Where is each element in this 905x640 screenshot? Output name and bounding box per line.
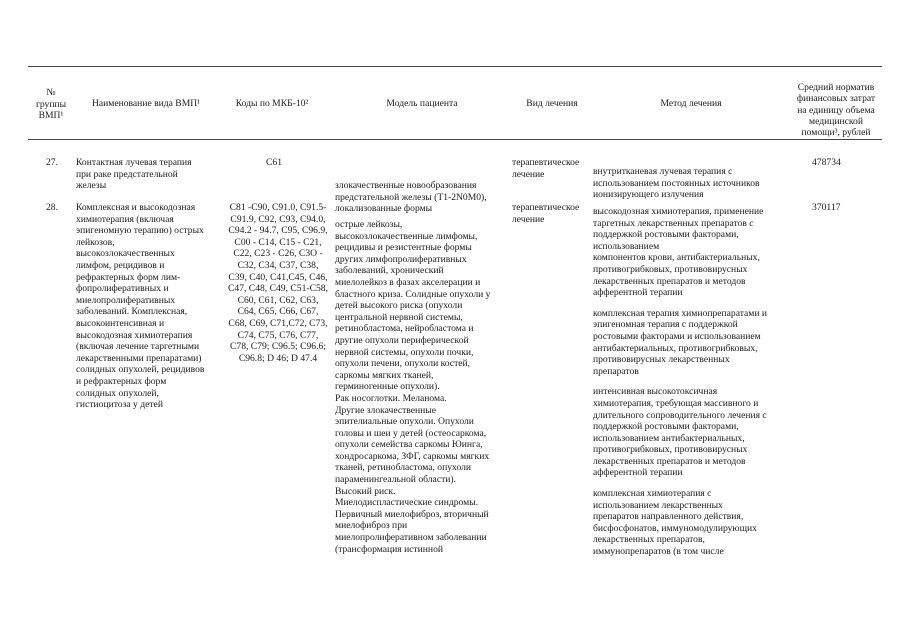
header-group-number: № группы ВМП¹ bbox=[35, 87, 67, 121]
method-item: интенсивная высокотоксичная химиотерапия, требующая массивного и длительного сопроводительного лечения с поддержкой ростовыми факторами, использованием антибактериальных, противогрибковых, противовирусных лекарственных препаратов и методов афферентной терапии bbox=[593, 386, 767, 479]
header-average-cost: Средний норматив финансовых затрат на единицу объема медицинской помощи³, рублей bbox=[796, 82, 876, 139]
row-27-model: злокачественные новообразования предстательной железы (T1-2N0M0), локализованные формы bbox=[335, 180, 487, 215]
method-item: комплексная химиотерапия с использованием лекарственных препаратов направленного действия, бисфосфонатов, иммуномодулирующих лекарственных препаратов, иммунопрепаратов (в том числе bbox=[593, 488, 757, 558]
row-27-number: 27. bbox=[46, 157, 58, 168]
row-27-treatment-type: терапевтическое лечение bbox=[512, 157, 580, 180]
header-patient-model: Модель пациента bbox=[386, 98, 458, 109]
header-bottom-rule bbox=[28, 139, 882, 140]
row-27-mkb: C61 bbox=[266, 157, 282, 168]
header-treatment-type: Вид лечения bbox=[526, 98, 578, 109]
method-item: высокодозная химиотерапия, применение таргетных лекарственных препаратов с поддержкой ростовыми факторами, использованием компонентов крови, антибактериальных, противогрибковых, противовирусных лекарственных препаратов и методов афферентной терапии bbox=[593, 206, 764, 299]
header-treatment-method: Метод лечения bbox=[660, 98, 722, 109]
row-27-name: Контактная лучевая терапия при раке предстательной железы bbox=[76, 157, 192, 192]
row-28-cost: 370117 bbox=[812, 202, 841, 213]
row-28-number: 28. bbox=[46, 202, 58, 213]
header-name: Наименование вида ВМП¹ bbox=[91, 98, 201, 109]
row-27-method: внутритканевая лучевая терапия с использованием постоянных источников ионизирующего излучения bbox=[593, 166, 760, 201]
method-item: комплексная терапия химиопрепаратами и эпигеномная терапия с поддержкой ростовыми факторами и использованием антибактериальных, противогрибковых, противовирусных лекарственных препаратов bbox=[593, 307, 768, 377]
row-28-treatment-type: терапевтическое лечение bbox=[512, 202, 580, 225]
row-28-name: Комплексная и высокодозная химиотерапия (включая эпигеномную терапию) острых лейкозов, высокозлокачественных лимфом, рецидивов и рефрактерных форм лим- фопролиферативных и миелопролиферативных заболеваний. Комплексная, высокоинтенсивная и высокодозная химиотерапия (включая лечение таргетными лекарственными препаратами) солидных опухолей, рецидивов и рефрактерных форм солидных опухолей, гистиоцитоза у детей bbox=[76, 202, 205, 411]
row-28-mkb: C81 -C90, C91.0, C91.5- C91.9, C92, C93, C94.0, C94.2 - 94.7, C95, C96.9, C00 - C14, C15 - C21, C22, C23 - C26, C3O - C32, C34, C37, C38, C39, C40, C41,C45, C46, C47, C48, C49, C51-C58, C60, C61, C62, C63, C64, C65, C66, C67, C68, C69, C71,C72, C73, C74, C75, C76, C77, C78, C79; C96.5; C96.6; C96.8; D 46; D 47.4 bbox=[228, 202, 328, 364]
header-mkb-codes: Коды по МКБ-10² bbox=[235, 98, 309, 109]
row-28-methods bbox=[593, 206, 793, 567]
table-top-rule bbox=[28, 66, 882, 67]
row-28-model: острые лейкозы, высокозлокачественные лимфомы, рецидивы и резистентные формы других лимфопролиферативных заболеваний, хронический миелолейкоз в фазах акселерации и бластного криза. Солидные опухоли у детей высокого риска (опухоли центральной нервной системы, ретинобластома, нейробластома и другие опухоли периферической нервной системы, опухоли почки, опухоли печени, опухоли костей, саркомы мягких тканей, герминогенные опухоли). Рак носоглотки. Меланома. Другие злокачественные эпителиальные опухоли. Опухоли головы и шеи у детей (остеосаркома, опухоли семейства саркомы Юинга, хондросаркома, ЗФГ, саркомы мягких тканей, ретинобластома, опухоли параменингеальной области). Высокий риск. Миелодиспластические синдромы. Первичный миелофиброз, вторичный миелофиброз при миелопролиферативном заболевании (трансформация истинной bbox=[335, 219, 491, 555]
row-27-cost: 478734 bbox=[812, 157, 841, 168]
